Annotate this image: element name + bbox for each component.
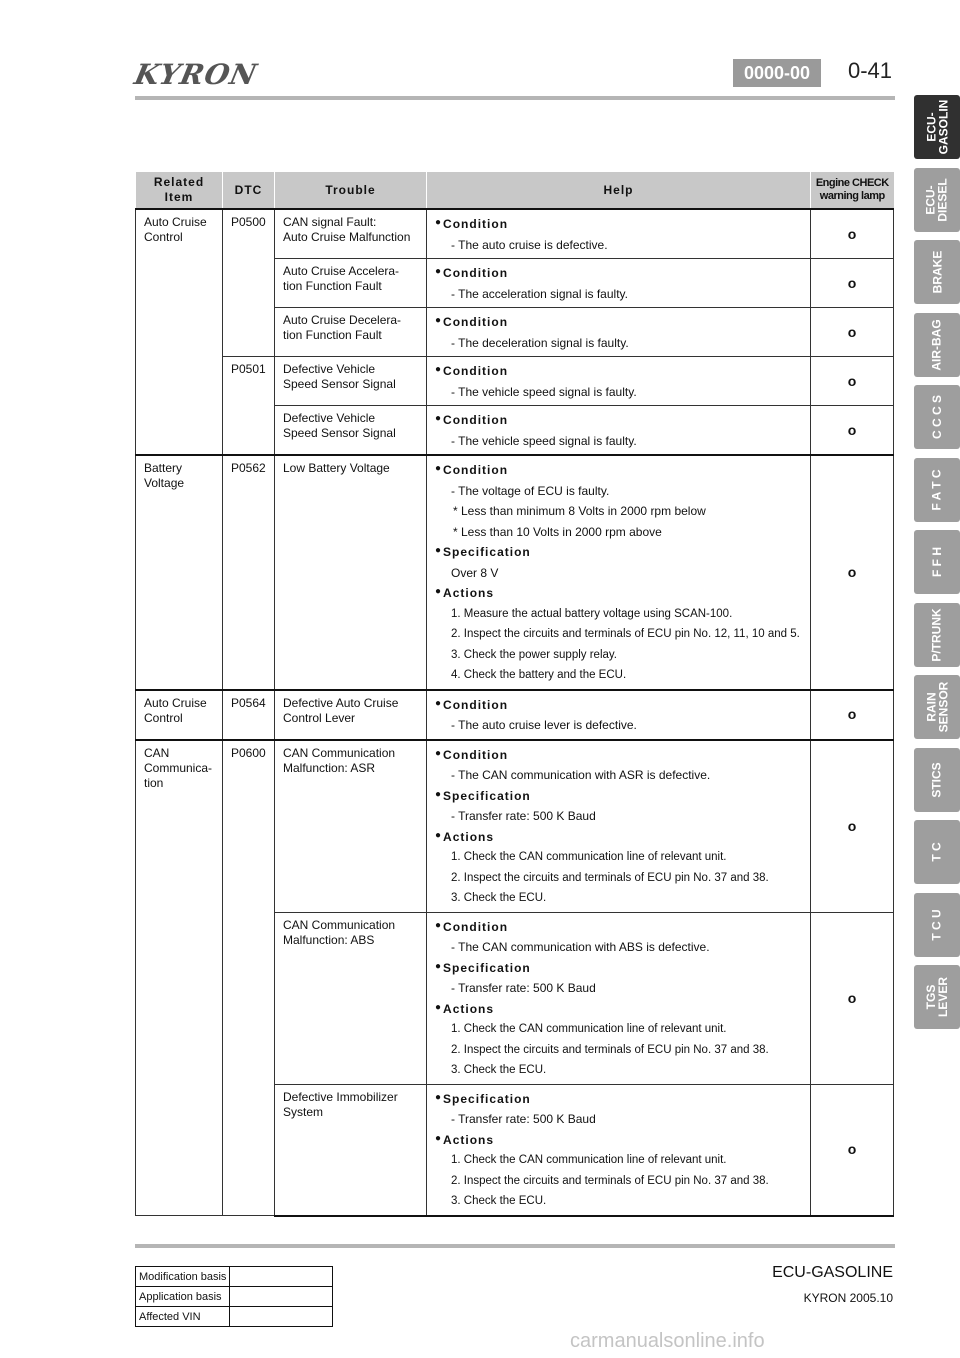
help-label-text: Specification	[443, 545, 531, 559]
warning-lamp-cell: o	[811, 406, 894, 456]
help-label-text: Actions	[443, 1132, 495, 1147]
help-label-text: Condition	[443, 747, 509, 762]
bullet-icon: ●	[435, 1091, 442, 1103]
help-line: * Less than minimum 8 Volts in 2000 rpm below	[453, 504, 706, 518]
help-section-label	[435, 361, 802, 382]
tab-brake[interactable]: BRAKE	[914, 240, 960, 304]
bullet-icon: ●	[435, 919, 442, 931]
warning-lamp-cell: o	[811, 740, 894, 913]
help-label-text: Specification	[443, 960, 531, 975]
tab-air-bag[interactable]: AIR-BAG	[914, 313, 960, 377]
table-row	[136, 357, 894, 406]
bullet-icon: ●	[435, 747, 442, 759]
trouble-cell: Defective Vehicle Speed Sensor Signal	[275, 406, 427, 456]
help-label-text: Condition	[443, 413, 509, 427]
kyron-logo: KYRON	[131, 58, 261, 91]
watermark: carmanualsonline.info	[570, 1330, 765, 1352]
trouble-cell: Defective Auto Cruise Control Lever	[275, 690, 427, 740]
table-row	[136, 690, 894, 740]
help-line: - The acceleration signal is faulty.	[451, 286, 628, 301]
bullet-icon: ●	[435, 217, 442, 228]
help-label-text: Specification	[443, 1091, 531, 1106]
page-number: 0-41	[848, 58, 893, 83]
help-section-label	[435, 410, 802, 431]
trouble-cell: Defective Vehicle Speed Sensor Signal	[275, 357, 427, 406]
bullet-icon: ●	[435, 315, 442, 326]
help-line: - The CAN communication with ASR is defective.	[451, 768, 711, 782]
warning-lamp-cell: o	[811, 259, 894, 308]
affected-vin-value	[230, 1307, 333, 1327]
header-related-item: Related Item	[136, 172, 223, 209]
help-line: Over 8 V	[451, 565, 499, 580]
help-cell	[427, 209, 811, 259]
bullet-icon: ●	[435, 1001, 442, 1013]
help-section-label	[435, 312, 802, 333]
header-dtc: DTC	[223, 172, 275, 209]
help-line: - Transfer rate: 500 K Baud	[451, 981, 596, 995]
help-line: 3. Check the power supply relay.	[451, 648, 617, 661]
dtc-code-cell: P0564	[223, 690, 275, 740]
warning-lamp-cell: o	[811, 1084, 894, 1216]
help-line: - The auto cruise lever is defective.	[451, 718, 637, 732]
help-line: 4. Check the battery and the ECU.	[451, 669, 627, 681]
tab-rain-sensor[interactable]: RAIN SENSOR	[914, 675, 960, 739]
footer-rule	[135, 1244, 895, 1248]
trouble-cell: Auto Cruise Accelera- tion Function Fault	[275, 259, 427, 308]
help-section-label	[435, 1089, 802, 1110]
tab-ecu-diesel[interactable]: ECU- DIESEL	[914, 168, 960, 232]
warning-lamp-cell: o	[811, 455, 894, 690]
help-cell	[427, 690, 811, 740]
help-section-label	[435, 460, 802, 481]
help-line: 2. Inspect the circuits and terminals of ECU pin No. 37 and 38.	[451, 1043, 769, 1056]
tab-cccs[interactable]: C C C S	[914, 385, 960, 449]
bullet-icon: ●	[435, 586, 442, 597]
dtc-code-cell: P0562	[223, 455, 275, 690]
help-line: 3. Check the ECU.	[451, 892, 547, 904]
help-line: 3. Check the ECU.	[451, 1195, 547, 1207]
help-section-label	[435, 583, 802, 604]
help-line: 1. Measure the actual battery voltage using SCAN-100.	[451, 607, 733, 620]
help-label-text: Actions	[443, 586, 495, 600]
table-header-row	[136, 172, 894, 209]
bullet-icon: ●	[435, 1132, 442, 1144]
table-row	[136, 455, 894, 690]
help-line: 2. Inspect the circuits and terminals of ECU pin No. 12, 11, 10 and 5.	[451, 628, 800, 640]
tab-p-trunk[interactable]: P/TRUNK	[914, 603, 960, 667]
help-line: - The vehicle speed signal is faulty.	[451, 433, 637, 448]
help-line: 2. Inspect the circuits and terminals of ECU pin No. 37 and 38.	[451, 1174, 769, 1187]
help-cell	[427, 455, 811, 690]
bullet-icon: ●	[435, 364, 442, 375]
trouble-cell: CAN Communication Malfunction: ASR	[275, 740, 427, 913]
trouble-cell: CAN Communication Malfunction: ABS	[275, 912, 427, 1084]
warning-lamp-cell: o	[811, 690, 894, 740]
help-cell	[427, 406, 811, 456]
help-line: 1. Check the CAN communication line of relevant unit.	[451, 1154, 727, 1166]
help-cell	[427, 259, 811, 308]
help-label-text: Actions	[443, 1001, 495, 1016]
application-basis-value	[230, 1287, 333, 1307]
tab-tcu[interactable]: T C U	[914, 893, 960, 957]
help-label-text: Condition	[443, 463, 509, 477]
table-row	[136, 740, 894, 913]
warning-lamp-cell: o	[811, 209, 894, 259]
tab-tgs-lever[interactable]: TGS LEVER	[914, 965, 960, 1029]
help-line: - Transfer rate: 500 K Baud	[451, 1112, 596, 1126]
table-row	[136, 1307, 333, 1327]
help-label-text: Specification	[443, 788, 531, 803]
header-trouble: Trouble	[275, 172, 427, 209]
help-cell	[427, 308, 811, 357]
help-cell	[427, 357, 811, 406]
help-section-label	[435, 958, 802, 979]
bullet-icon: ●	[435, 463, 442, 474]
table-row	[136, 1267, 333, 1287]
modification-table	[135, 1266, 333, 1327]
bullet-icon: ●	[435, 788, 442, 800]
help-label-text: Condition	[443, 919, 509, 934]
help-label-text: Condition	[443, 697, 509, 712]
help-line: - The vehicle speed signal is faulty.	[451, 384, 637, 399]
bullet-icon: ●	[435, 545, 442, 556]
modification-basis-label: Modification basis	[136, 1267, 230, 1287]
footer-section-title: ECU-GASOLINE	[772, 1264, 893, 1281]
help-label-text: Condition	[443, 266, 509, 280]
bullet-icon: ●	[435, 960, 442, 972]
help-section-label	[435, 695, 802, 716]
application-basis-label: Application basis	[136, 1287, 230, 1307]
help-line: 3. Check the ECU.	[451, 1064, 547, 1076]
help-line: * Less than 10 Volts in 2000 rpm above	[453, 524, 662, 539]
help-section-label	[435, 263, 802, 284]
warning-lamp-cell: o	[811, 357, 894, 406]
help-cell	[427, 740, 811, 913]
help-label-text: Actions	[443, 829, 495, 844]
affected-vin-label: Affected VIN	[136, 1307, 230, 1327]
related-item-cell: CAN Communica- tion	[136, 740, 223, 1216]
dtc-code-cell: P0501	[223, 357, 275, 456]
help-section-label	[435, 542, 802, 563]
bullet-icon: ●	[435, 697, 442, 709]
tab-tc[interactable]: T C	[914, 820, 960, 884]
header-warning-lamp: Engine CHECK warning lamp	[811, 172, 894, 209]
header-rule	[135, 96, 895, 100]
trouble-cell: Auto Cruise Decelera- tion Function Fault	[275, 308, 427, 357]
help-line: 1. Check the CAN communication line of relevant unit.	[451, 851, 727, 863]
help-section-label	[435, 214, 802, 235]
header-help: Help	[427, 172, 811, 209]
related-item-cell: Battery Voltage	[136, 455, 223, 690]
bullet-icon: ●	[435, 413, 442, 424]
help-line: - The deceleration signal is faulty.	[451, 335, 629, 350]
help-line: 2. Inspect the circuits and terminals of ECU pin No. 37 and 38.	[451, 871, 769, 884]
help-section-label	[435, 827, 802, 848]
help-line: - Transfer rate: 500 K Baud	[451, 809, 596, 823]
help-label-text: Condition	[443, 364, 509, 378]
dtc-code-cell: P0600	[223, 740, 275, 1216]
tab-fatc[interactable]: F A T C	[914, 458, 960, 522]
section-code-badge: 0000-00	[733, 59, 821, 87]
tab-ffh[interactable]: F F H	[914, 530, 960, 594]
help-line: - The CAN communication with ABS is defective.	[451, 940, 710, 954]
tab-ecu-gasoline[interactable]: ECU- GASOLIN	[914, 95, 960, 159]
trouble-cell: Low Battery Voltage	[275, 455, 427, 690]
help-cell	[427, 1084, 811, 1216]
dtc-table	[135, 172, 894, 1217]
help-cell	[427, 912, 811, 1084]
footer-model-date: KYRON 2005.10	[803, 1291, 893, 1305]
help-label-text: Condition	[443, 217, 509, 231]
help-line: 1. Check the CAN communication line of relevant unit.	[451, 1023, 727, 1035]
tab-stics[interactable]: STICS	[914, 748, 960, 812]
help-section-label	[435, 745, 802, 766]
related-item-cell: Auto Cruise Control	[136, 209, 223, 455]
related-item-cell: Auto Cruise Control	[136, 690, 223, 740]
help-section-label	[435, 786, 802, 807]
help-section-label	[435, 917, 802, 938]
table-row	[136, 1287, 333, 1307]
help-section-label	[435, 999, 802, 1020]
dtc-code-cell: P0500	[223, 209, 275, 357]
help-line: - The auto cruise is defective.	[451, 237, 608, 252]
help-section-label	[435, 1130, 802, 1151]
help-line: - The voltage of ECU is faulty.	[451, 483, 610, 498]
trouble-cell: CAN signal Fault: Auto Cruise Malfunction	[275, 209, 427, 259]
modification-basis-value	[230, 1267, 333, 1287]
help-label-text: Condition	[443, 315, 509, 329]
trouble-cell: Defective Immobilizer System	[275, 1084, 427, 1216]
bullet-icon: ●	[435, 266, 442, 277]
warning-lamp-cell: o	[811, 308, 894, 357]
bullet-icon: ●	[435, 829, 442, 841]
table-row	[136, 209, 894, 259]
warning-lamp-cell: o	[811, 912, 894, 1084]
